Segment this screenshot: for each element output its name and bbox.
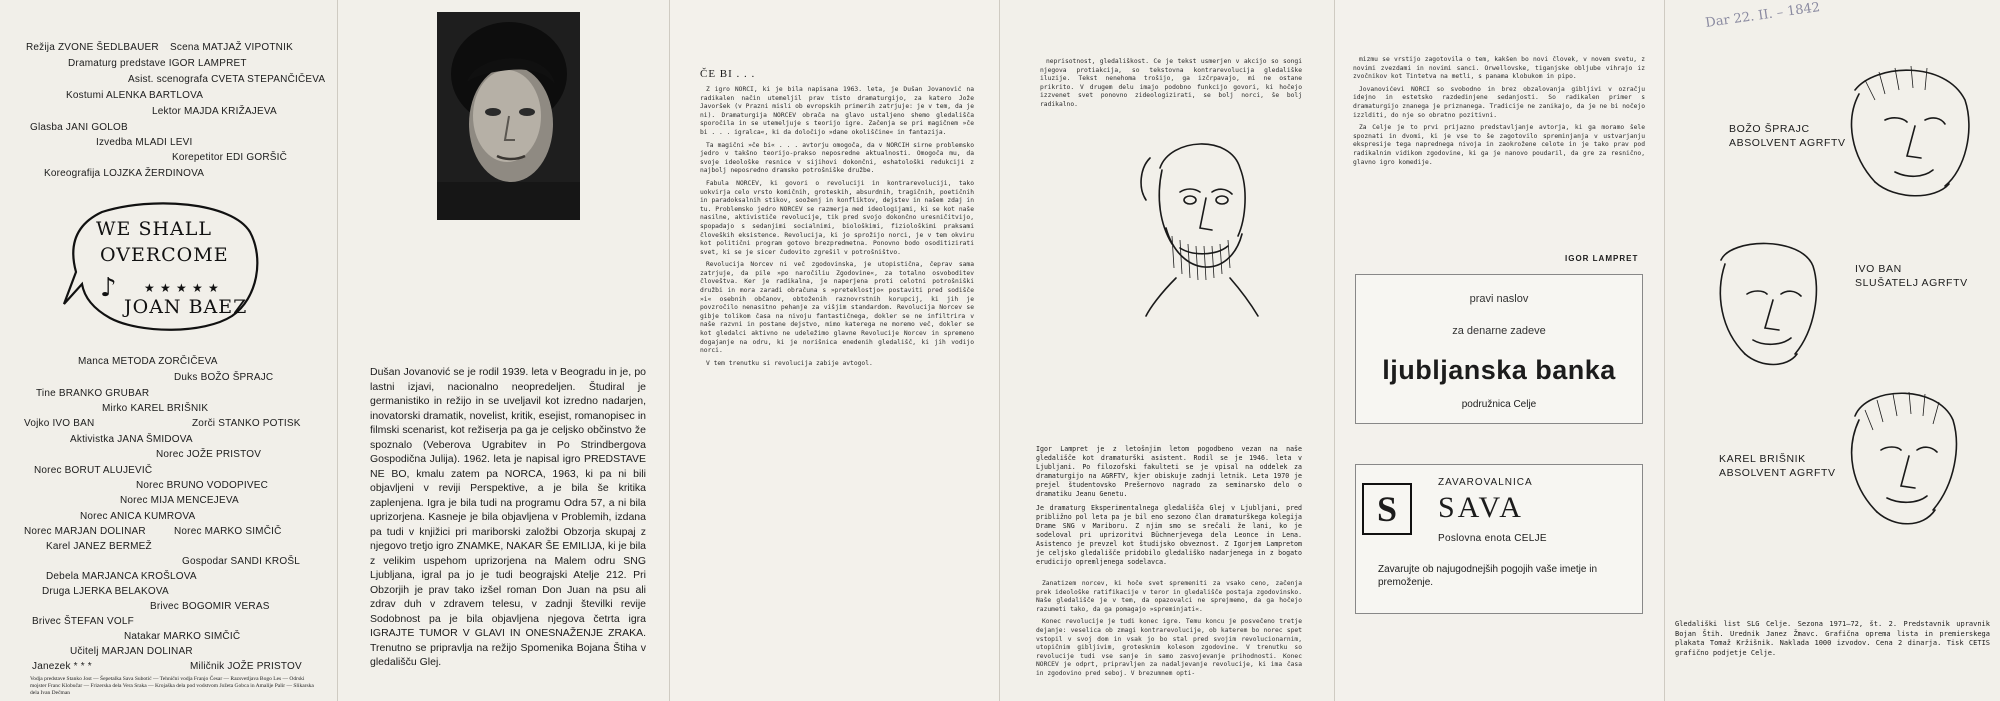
lampret-bio (1036, 445, 1302, 572)
bank-ad-branch: podružnica Celje (1461, 399, 1537, 410)
portrait-title: ABSOLVENT AGRFTV (1719, 467, 1836, 479)
credit-row: Lektor MAJDA KRIŽAJEVA (152, 106, 277, 117)
essay-signature: IGOR LAMPRET (1565, 254, 1639, 263)
cast-row: Karel JANEZ BERMEŽ (46, 541, 152, 552)
essay-paragraph: Fabula NORCEV, ki govori o revoluciji in kontrarevoluciji, tako uokvirja celo vrsto komičnih, groteskih, absurdnih, tragičnih, poetičnih in paradoksalnih stikov, sooženj in konfliktov, dejstev in našem zdaj in tu. Problemsko jedro NORCEV se razmerja med ideologijami, ki se kot naše nasilne, aktivističe revolucije, tik pred svojo dokončno uresničitvijo, spopadajo s sedanjimi socialnimi, biološkimi, fiziološkimi praksami človeških eksistence. Revolucija, ki jo sprožijo norci, je v tem okviru kot politični program gotovo brezpredmetna. Ponovno bodo osoditizirati svet, ki se je sicer čudovito zgrešil v potrošništvo. (700, 179, 974, 256)
portrait-brisnik (1815, 380, 1975, 545)
essay-paragraph: Z igro NORCI, ki je bila napisana 1963. leta, je Dušan Jovanović na radikalen način utemeljil prav tisto dramaturgijo, za katero Jože Javoršek (v Prazni misli ob evropskih primerih zatrjuje: je v tem, da je ni). Dramaturgija NORCEV obrača na glavo ustaljeno shemo gledališča sporočila in se utemeljuje s teorijo igre. Začenja se pri magičnem »če bi . . . igralca«, ki da določijo »dane okoliščine« in fantazija. (700, 86, 974, 136)
cast-row: Miličnik JOŽE PRISTOV (190, 661, 302, 672)
speech-bubble-drawing (62, 200, 262, 340)
cast-row: Manca METODA ZORČIČEVA (78, 356, 218, 367)
cast-row: Norec BORUT ALUJEVIČ (34, 465, 153, 476)
cast-row: Norec MARKO SIMČIČ (174, 526, 282, 537)
credits-note: Vodja predstave Stanko Jost — Šepetalka Sava Subotić — Tehnični vodja Franjo Česar — Razsvetljava Bogo Les — Odrski mojster Franc Klobučar — Frizerska dela Vera Sraka — Krojaška dela pod vodstvom Jožeta Gobca in Amalije Palir — Slikarska dela Ivan Dečman (30, 676, 314, 696)
credit-row: Glasba JANI GOLOB (30, 122, 128, 133)
portrait-title: SLUŠATELJ AGRFTV (1855, 277, 1968, 289)
essay-paragraph: Ta magični »če bi« . . . avtorju omogoča, da v NORCIH sirne problemsko jedro v takšno teorijo-prakso neposredne aktualnosti. Omogoča mu, da svoje ideološke resnice v sijihovi dokončni, eshatološki redukciji z najbolj neposredno dramsko potrošniške družbe. (700, 141, 974, 175)
essay-column-4 (1353, 56, 1645, 246)
essay-paragraph: neprisotnost, gledališkost. Če je tekst usmerjen v akcijo so songi njegova protiakcija, so tekstovna kontrarevolucija gledališke iluzije. Tekst nenehoma trošijo, ga izčrpavajo, mi ne ostane prikrito. V drugem delu imajo podobno funkcijo govori, ki hočejo izzvenet svet ponovno zideologizirati, se bolj norci, še bolj radikalno. (1040, 58, 1302, 108)
svg-text:★: ★ (208, 281, 219, 295)
cast-row: Druga LJERKA BELAKOVA (42, 586, 169, 597)
insurance-note: Zavarujte ob najugodnejših pogojih vaše imetje in premoženje. (1378, 564, 1598, 588)
cast-row: Brivec BOGOMIR VERAS (150, 601, 270, 612)
cast-row: Duks BOŽO ŠPRAJC (174, 372, 274, 383)
portrait-caption (1719, 452, 1836, 480)
essay-paragraph: Za Celje je to prvi prijazno predstavljanje avtorja, ki ga moramo šele spoznati in dvomi, ki je vse to še zagotovilo spreminjanja v ustvarjanju ekspresije tega naprednega nivoja in zaokrožene celote in je tako prav pod radikalnim vidikom zgodovine, ki ga je nanovo poudaril, da gre za resnično, glavno igro komedije. (1353, 124, 1645, 166)
ads-panel (1335, 0, 1665, 701)
cast-row: Aktivistka JANA ŠMIDOVA (70, 434, 193, 445)
essay-paragraph: mizmu se vrstijo zagotovila o tem, kakšen bo novi človek, v novem svetu, z novimi zvezdami in novimi sanci. Orwellovske, tiganjske obljube vihrajo iz zvočnikov kot Tintetva na metli, s panama klobukom in pipo. (1353, 56, 1645, 81)
credit-row: Izvedba MLADI LEVI (96, 137, 193, 148)
bank-ad-tagline: pravi naslov (1469, 293, 1529, 305)
essay-panel (670, 0, 1000, 701)
cast-row: Norec MIJA MENCEJEVA (120, 495, 239, 506)
cast-row: Norec ANICA KUMROVA (80, 511, 196, 522)
bubble-line-3: JOAN BAEZ (124, 296, 248, 318)
portraits-panel (1665, 0, 2000, 701)
author-panel (338, 0, 670, 701)
bank-ad-tagline-2: za denarne zadeve (1452, 325, 1546, 337)
cast-row: Brivec ŠTEFAN VOLF (32, 616, 134, 627)
svg-text:★: ★ (144, 281, 155, 295)
essay-continued-panel (1000, 0, 1335, 701)
essay-paragraph: Zanatizem norcev, ki hoče svet spremeniti za vsako ceno, začenja prek ideološke ratifikacije v teror in gledališče postaja zgodovinsko. Naše gledališče je v tem, da opazovalci ne sprejmemo, da ga hočejo razumeti tako, da ga pomagajo »spreminjati«. (1036, 580, 1302, 613)
cast-row: Debela MARJANCA KROŠLOVA (46, 571, 197, 582)
caricature-brisnik (1815, 380, 1975, 540)
caricature-ban (1691, 230, 1841, 380)
insurance-unit: Poslovna enota CELJE (1438, 533, 1547, 544)
svg-text:★: ★ (176, 281, 187, 295)
essay-paragraph: Jovanovićevi NORCI so svobodno in brez obzalovanja gibljivi v ozračju idejno in estetsko razdedinjene sedanjosti. So radikalen primer s dramaturgijo znanega je priznanega. Tradicije ne zanikajo, da je ne bi nočejo izzlditi, do nje so obratno pozitivni. (1353, 85, 1645, 119)
essay-column-3 (1036, 580, 1302, 695)
cast-row: Janezek * * * (32, 661, 92, 672)
insurance-type: ZAVAROVALNICA (1438, 477, 1533, 488)
cast-row: Norec MARJAN DOLINAR (24, 526, 146, 537)
cast-row: Mirko KAREL BRIŠNIK (102, 403, 209, 414)
credit-row: Režija ZVONE ŠEDLBAUER (26, 42, 159, 53)
cast-row: Vojko IVO BAN (24, 418, 95, 429)
insurance-ad (1355, 464, 1643, 614)
cast-row: Učitelj MARJAN DOLINAR (70, 646, 193, 657)
author-portrait-image (437, 12, 580, 220)
credit-row: Korepetitor EDI GORŠIČ (172, 152, 288, 163)
portrait-name: BOŽO ŠPRAJC (1729, 123, 1810, 135)
credit-row: Scena MATJAŽ VIPOTNIK (170, 42, 293, 53)
bio-paragraph: Je dramaturg Eksperimentalnega gledališča Glej v Ljubljani, pred približno pol leta pa je bil eno sezono član dramaturškega kolegija Drame SNG v Mariboru. Z njim smo se srečali že lani, ko je sodeloval pri uprizoritvi Büchnerjevega dela Leonce in Lena. Asistenco je prevzel kot študijsko obveznost. Z Igorjem Lampretom je celjsko gledališče pridobilo gledališko nadarjenega in z bogato erudicijo opremljenega sodelavca. (1036, 504, 1302, 566)
bank-ad (1355, 274, 1643, 424)
essay-title: ČE BI . . . (700, 68, 756, 80)
credits-panel (0, 0, 338, 701)
portrait-caption (1729, 122, 1846, 150)
handwritten-note: Dar 22. II. – 1842 (1704, 0, 1822, 31)
portrait-caption (1855, 262, 1968, 290)
author-photo (437, 12, 580, 220)
essay-paragraph: Revolucija Norcev ni več zgodovinska, je utopistična, čeprav sama zatrjuje, da pile »po naročiliu Zgodovine«, za totalno osvoboditev človeštva. Ker je radikalna, je naperjena proti celotni potrošniški družbi in mora zaradi obračuna s »preteklostjo« postaviti pred sodišče »i« osebnih občanov, obtoženih raznovrstnih korupcij, ki jih je povzročilo nenasitno pehanje za višjim standardom. Revolucija Norcev se gibje tolikom časa na nivoju fantastičnega, dokler se ne infiltrira v naše razvni in postane dejstvo, mimo katerega ne moremo več, dokler se kot gledalci aktivno ne udeležimo glavne Revolucije Norcev in spremeno dogajanje na odru, ki je norišnica enedenih gledališč, ki jih vodijo norci. (700, 261, 974, 355)
cast-row: Norec JOŽE PRISTOV (156, 449, 262, 460)
bubble-line-1: WE SHALL (96, 218, 212, 240)
portrait-name: KAREL BRIŠNIK (1719, 453, 1806, 465)
cast-row: Natakar MARKO SIMČIČ (124, 631, 241, 642)
portrait-title: ABSOLVENT AGRFTV (1729, 137, 1846, 149)
svg-text:★: ★ (160, 281, 171, 295)
colophon: Gledališki list SLG Celje. Sezona 1971–72, št. 2. Predstavnik upravnik Bojan Štih. Urednik Janez Žmavc. Grafična oprema lista in premierskega plakata Tomaž Kržišnik. Naklada 1000 izvodov. Cena 2 dinarja. Tisk CETIS grafično podjetje Celje. (1675, 620, 1990, 657)
cast-row: Norec BRUNO VODOPIVEC (136, 480, 269, 491)
cast-row: Zorči STANKO POTISK (192, 418, 301, 429)
svg-text:★: ★ (192, 281, 203, 295)
essay-column-1 (700, 86, 974, 686)
essay-paragraph: Konec revolucije je tudi konec igre. Temu koncu je posvečeno tretje dejanje: veselica ob zmagi kontrarevolucije, ob katerem bo norec spet vstopil v svoj dom in vsak jo bo stal pred svojim revolucionarnim, utopičnim gibljivim, grotesknim kolesom zgodovine. V trenutku so revolucije tudi vse sanje in samo zasvojevanje prihodnosti. Konec NORCEV je odprt, pripravljen za nadaljevanje revolucije, ki ima časa in zgodovino pred seboj. V brezumnem opti- (1036, 618, 1302, 677)
author-bio: Dušan Jovanović se je rodil 1939. leta v Beogradu in je, po lastni izjavi, nacionalno neopredeljen. Študiral je germanistiko in režijo in se uveljavil kot izredno nadarjen, inovatorski dramatik, novelist, kritik, esejist, romanopisec in filmski scenarist, kot režiserja pa ga je celjsko občinstvo že spoznalo (Veberova Ugrabitev in Po Strindbergova Gospodična Julija). 1962. leta je napisal igro PREDSTAVE NE BO, kmalu zatem pa NORCA, 1963, ki pa ni bili objavljeni v reviji Perspektive, a je bila še kritika zaplenjena. Igra je bila tudi na programu Odra 57, a ni bila uprizorjena. Kasneje je bila objavljena v Problemih, izdana pa tudi v knjižici pri mariborski založbi Obzorja skupaj z njegovo tretjo igro ZNAMKE, NAKAR ŠE EMILIJA, ki je bila z velikim uspehom uprizorjena na Malem odru SNG Ljubljana, igral pa jo je tudi beograjski Atelje 212. Pri Obzorjih je prav tako izšel roman Don Juan na psu ali zdrav duh v zdravem telesu, v zadnji številki revije Sodobnost pa je bila objavljena njegova četrta igra IGRAJTE TUMOR V GLAVI IN ONESNAŽENJE ZRAKA. Trenutno se pripravlja na režijo Spomenika Bojana Štiha v gledališču Glej. (370, 366, 646, 668)
bio-paragraph: Igor Lampret je z letošnjim letom pogodbeno vezan na naše gledališče kot dramaturški asistent. Rodil se je 1946. leta v Ljubljani. Po filozofski fakulteti se je vpisal na oddelek za dramaturgijo na AGRFTV, kjer obiskuje zadnji letnik. Leta 1970 je prejel študentovsko Prešernovo nagrado za seminarsko delo o dramatiku Jeanu Genetu. (1036, 445, 1302, 498)
svg-text:♪: ♪ (100, 273, 117, 303)
credit-row: Asist. scenografa CVETA STEPANČIČEVA (128, 74, 326, 85)
portrait-ban (1691, 230, 1841, 385)
music-notes (144, 281, 219, 295)
lampret-caricature (1120, 128, 1270, 318)
cast-row: Tine BRANKO GRUBAR (36, 388, 150, 399)
bubble-line-2: OVERCOME (100, 244, 229, 266)
lampret-sketch (1120, 128, 1270, 323)
cast-row: Gospodar SANDI KROŠL (182, 556, 300, 567)
essay-paragraph: V tem trenutku si revolucija zabije avtogol. (706, 359, 873, 367)
sava-logo: S (1362, 483, 1412, 535)
essay-column-2 (1040, 58, 1302, 128)
credit-row: Kostumi ALENKA BARTLOVA (66, 90, 204, 101)
insurance-name: SAVA (1438, 491, 1524, 524)
credit-row: Dramaturg predstave IGOR LAMPRET (68, 58, 247, 69)
portrait-name: IVO BAN (1855, 263, 1902, 275)
credit-row: Koreografija LOJZKA ŽERDINOVA (44, 168, 205, 179)
bank-ad-name: ljubljanska banka (1382, 355, 1616, 385)
